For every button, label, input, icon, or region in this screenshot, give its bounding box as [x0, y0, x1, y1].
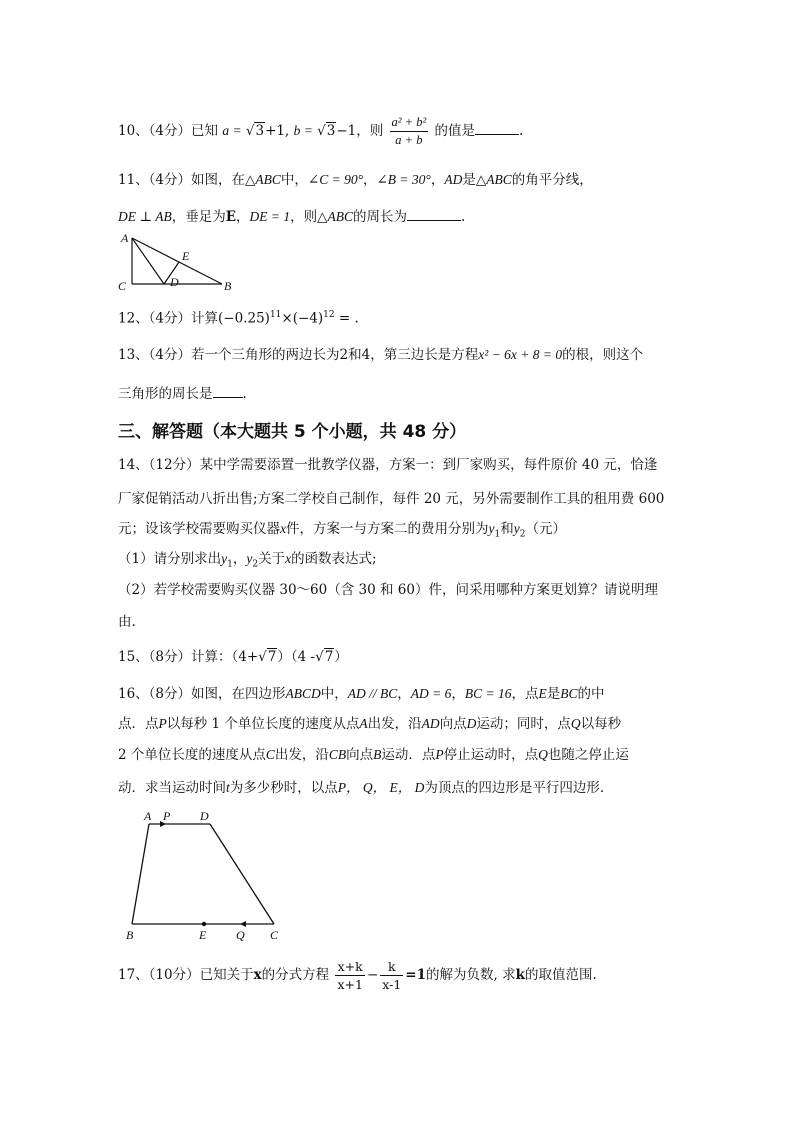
q16-var: A: [359, 716, 368, 731]
q10-b-eq: b =: [293, 123, 313, 138]
q11-point-e: E: [225, 209, 236, 225]
triangle-figure: [112, 228, 242, 294]
q15-text: ）: [334, 649, 348, 665]
question-14-part2-cont: [118, 612, 136, 632]
trapezoid-figure: [118, 806, 298, 946]
answer-blank: [475, 120, 519, 135]
q16-text: 以每秒: [580, 716, 622, 732]
q14-text: （2）若学校需要购买仪器 30～60（含 30 和 60）件，问采用哪种方案更划算？请说明理: [118, 582, 658, 598]
point-e-dot: [202, 922, 206, 926]
q15-label: 15、（8分）计算：（4+: [118, 649, 259, 665]
q16-text: 点．点: [118, 716, 159, 732]
q11-perp: DE ⊥ AB: [118, 209, 172, 224]
q15-text: ）（4 -: [277, 649, 316, 665]
q17-frac-num: k: [380, 958, 403, 976]
q11-text: 的周长为: [353, 209, 407, 225]
question-11-line1: [118, 170, 593, 190]
q14-var: x: [285, 551, 292, 566]
q16-text: 以每秒 1 个单位长度的速度从点: [166, 716, 360, 732]
q14-var: y: [246, 551, 253, 566]
q14-text: 由.: [118, 614, 136, 630]
q11-text: 是: [462, 172, 476, 188]
sqrt-symbol: √3: [245, 123, 265, 139]
q16-text: 是: [546, 686, 561, 702]
q13-text: 的根，则这个: [562, 347, 644, 363]
q14-text: 厂家促销活动八折出售;方案二学校自己制作，每件 20 元，另外需要制作工具的租用费 600: [118, 491, 665, 507]
label-e: E: [182, 249, 190, 263]
label-d: D: [200, 809, 209, 823]
label-b: B: [224, 279, 232, 293]
q-arrow-icon: [240, 921, 246, 927]
q14-var: y: [221, 551, 228, 566]
q13-text: 13、（4分）若一个三角形的两边长为: [118, 347, 340, 363]
q13-text: 和: [348, 347, 362, 363]
label-b: B: [126, 928, 134, 942]
q14-text: 元；设该学校需要购买仪器: [118, 521, 280, 537]
q11-text: ，垂足为: [171, 209, 226, 225]
q16-text: 向点: [346, 747, 374, 763]
q14-sub: 2: [519, 529, 526, 540]
q14-sub: 1: [227, 559, 233, 570]
q14-var: x: [280, 521, 286, 536]
q14-sub: 1: [494, 529, 501, 540]
q11-text: ，: [430, 172, 445, 188]
question-11-line2: [118, 206, 465, 227]
q17-frac-num: x+k: [335, 958, 364, 976]
q11-angle-c: ∠C = 90°: [307, 172, 363, 187]
q12-expr: (−0.25): [218, 310, 270, 327]
q10-tail: 的值是: [434, 123, 475, 139]
label-e: E: [199, 928, 207, 942]
q16-var: E: [538, 686, 547, 701]
question-14-line2: [118, 489, 664, 509]
answer-blank: [407, 206, 461, 221]
label-c: C: [270, 928, 279, 942]
question-10: [118, 114, 523, 149]
q14-sub: 2: [252, 559, 259, 570]
q14-text: 和: [500, 521, 514, 537]
question-14-part1: [118, 549, 377, 575]
label-a: A: [121, 231, 129, 245]
q11-text: 的角平分线，: [511, 172, 593, 188]
q12-tail: = .: [334, 310, 359, 327]
q16-var: P: [435, 747, 444, 762]
sqrt-symbol: √7: [258, 649, 277, 665]
answer-blank: [213, 383, 243, 398]
q17-label: 17、（10分）已知关于: [118, 967, 254, 983]
q11-label: 11、（4分）如图，在: [118, 172, 246, 188]
q10-a-eq: a =: [222, 123, 242, 138]
q16-text: 出发，沿: [367, 716, 422, 732]
q16-text: 出发，沿: [274, 747, 329, 763]
q13-equation: x² − 6x + 8 = 0: [478, 347, 563, 362]
sqrt-symbol: √7: [315, 649, 334, 665]
q16-text: 向点: [439, 716, 467, 732]
q15-root: 7: [267, 649, 277, 665]
q15-root: 7: [324, 649, 334, 665]
q16-text: 2 个单位长度的速度从点: [118, 747, 266, 763]
q10-period: .: [519, 123, 524, 139]
q11-period: .: [461, 209, 466, 225]
q17-text: 的分式方程: [261, 967, 330, 983]
question-14-part2: [118, 580, 658, 600]
q14-text: ，: [232, 551, 247, 567]
q14-text: 件，方案一与方案二的费用分别为: [286, 521, 489, 537]
q16-text: 中，: [320, 686, 348, 702]
q16-var: AD // BC: [347, 686, 398, 701]
q10-root-b: 3: [326, 123, 336, 139]
q17-eq: =1: [405, 967, 426, 983]
q17-text: 的解为负数, 求: [426, 967, 516, 983]
q11-de: DE = 1: [249, 209, 291, 224]
q11-triangle: △ABC: [475, 172, 512, 187]
question-13-line2: [118, 383, 247, 404]
label-a: A: [144, 809, 152, 823]
q17-fraction-2: [380, 958, 403, 993]
label-c: C: [118, 279, 127, 293]
q11-text: ，: [363, 172, 377, 188]
section-3-heading: 三、解答题（本大题共 5 个小题，共 48 分）: [118, 422, 467, 442]
q14-text: （1）请分别求出: [118, 551, 222, 567]
q11-angle-b: ∠B = 30°: [376, 172, 431, 187]
q16-text: 也随之停止运: [547, 747, 629, 763]
q13-text: 三角形的周长是: [118, 386, 213, 402]
q16-var: C: [265, 747, 275, 762]
q13-period: .: [242, 386, 247, 402]
q16-text: ，: [451, 686, 465, 702]
q11-text: ，: [236, 209, 250, 225]
q10-minus1: −1: [336, 123, 357, 139]
question-16-line4: [118, 778, 604, 798]
q10-then: ，则: [356, 123, 384, 139]
q16-text: 动．求当运动时间: [118, 780, 226, 796]
question-14-line3: [118, 519, 566, 545]
question-15: [118, 647, 348, 667]
q11-text: 中，: [280, 172, 308, 188]
q17-frac-den: x+1: [337, 977, 363, 992]
q10-label: 10、（4分）已知: [118, 123, 219, 139]
label-d: D: [170, 275, 179, 289]
q16-var: D: [466, 716, 477, 731]
q10-fraction: [390, 114, 429, 149]
question-16-line1: [118, 684, 605, 704]
q11-triangle: △ABC: [245, 172, 281, 187]
q16-var: ABCD: [285, 686, 321, 701]
q14-text: 14、（12分）某中学需要添置一批教学仪器，方案一：到厂家购买，每件原价 40 元，恰逢: [118, 457, 658, 473]
q17-fraction-1: [335, 958, 364, 993]
q11-text: ，则: [290, 209, 318, 225]
q16-text: ，点: [511, 686, 539, 702]
q16-text: 为顶点的四边形是平行四边形.: [424, 780, 605, 796]
q13-number: 4: [361, 347, 371, 363]
q16-text: 运动；同时，点: [476, 716, 571, 732]
q16-var: P: [158, 716, 167, 731]
q16-text: ，: [397, 686, 411, 702]
q16-var: P， Q， E， D: [337, 780, 425, 795]
q10-frac-den: a + b: [395, 133, 423, 147]
q16-var: BC = 16: [464, 686, 512, 701]
q16-var: t: [226, 780, 230, 795]
q14-var: y: [513, 521, 520, 536]
q12-exponent: 12: [323, 310, 335, 320]
q16-var: Q: [538, 747, 548, 762]
question-14-line1: [118, 455, 657, 475]
label-q: Q: [236, 928, 245, 942]
q14-var: y: [488, 521, 495, 536]
question-16-line3: [118, 745, 629, 765]
q16-text: 停止运动时，点: [443, 747, 539, 763]
q14-text: 的函数表达式;: [291, 551, 377, 567]
q16-text: 为多少秒时，以点: [229, 780, 338, 796]
q17-var: k: [515, 967, 525, 983]
q17-text: 的取值范围.: [524, 967, 597, 983]
q16-text: 的中: [577, 686, 605, 702]
question-17: [118, 958, 597, 993]
q16-var: AD = 6: [410, 686, 452, 701]
q12-exponent: 11: [269, 310, 282, 320]
q11-ad: AD: [444, 172, 463, 187]
q16-text: 16、（8分）如图，在四边形: [118, 686, 286, 702]
q10-root-a: 3: [255, 123, 265, 139]
q13-number: 2: [339, 347, 349, 363]
q14-text: 关于: [258, 551, 286, 567]
question-13-line1: [118, 345, 643, 365]
q16-var: CB: [328, 747, 347, 762]
q11-triangle: △ABC: [317, 209, 353, 224]
question-16-line2: [118, 714, 621, 734]
q12-label: 12、（4分）计算: [118, 310, 219, 327]
q16-var: AD: [421, 716, 440, 731]
label-p: P: [163, 809, 171, 823]
q17-var: x: [253, 967, 262, 983]
q10-frac-num: a² + b²: [390, 114, 429, 132]
q13-text: ，第三边长是方程: [370, 347, 479, 363]
q16-var: B: [373, 747, 382, 762]
q10-plus1: +1,: [265, 123, 294, 139]
q14-text: （元）: [525, 521, 566, 537]
q17-minus: −: [366, 967, 379, 983]
q16-var: Q: [570, 716, 581, 731]
q16-text: 运动．点: [381, 747, 436, 763]
q17-frac-den: x-1: [382, 977, 402, 992]
q16-var: BC: [560, 686, 578, 701]
q12-expr: ×(−4): [281, 310, 324, 327]
sqrt-symbol: √3: [317, 123, 336, 139]
question-12: [118, 305, 359, 329]
